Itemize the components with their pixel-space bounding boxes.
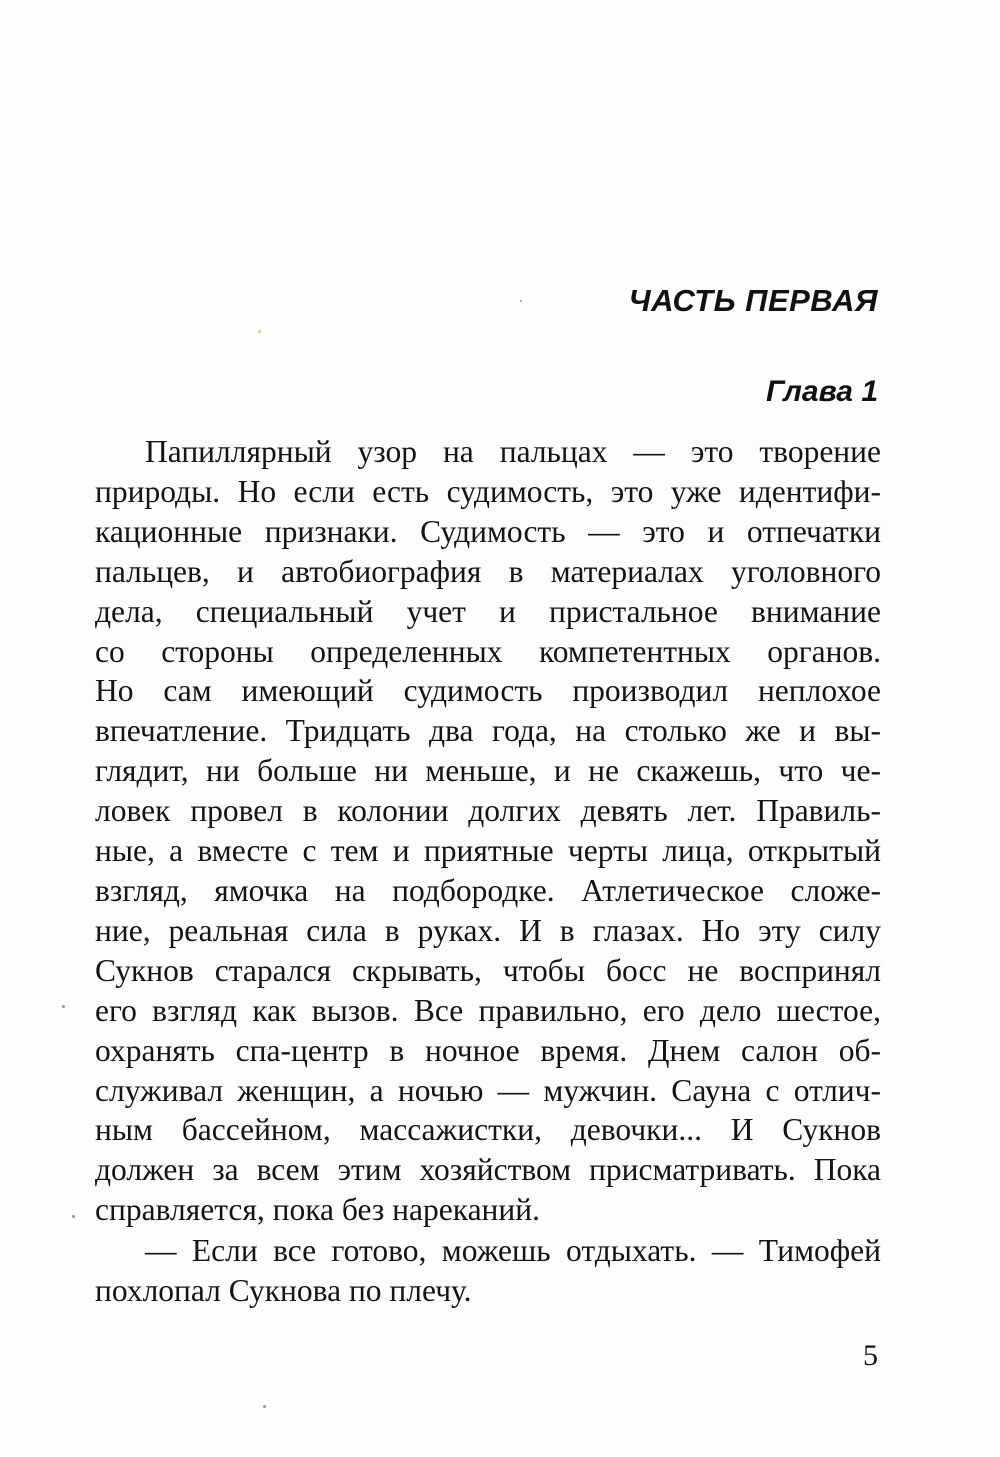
paragraph [95, 1231, 881, 1311]
part-title: ЧАСТЬ ПЕРВАЯ [628, 283, 878, 318]
print-speck [263, 1405, 266, 1408]
text-line: служивал женщин, а ночью — мужчин. Сауна с отлич- [95, 1072, 881, 1108]
text-line: ние, реальная сила в руках. И в глазах. Но эту силу [95, 912, 881, 948]
text-line: пальцев, и автобиография в материалах уголовного [95, 553, 881, 589]
text-line: Но сам имеющий судимость производил неплохое [95, 673, 881, 709]
text-line: — Если все готово, можешь отдыхать. — Тимофей [145, 1233, 881, 1268]
text-line: кационные признаки. Судимость — это и отпечатки [95, 513, 881, 549]
text-line: охранять спа-центр в ночное время. Днем салон об- [95, 1032, 881, 1068]
text-line: впечатление. Тридцать два года, на столько же и вы- [95, 713, 881, 749]
text-line: Папиллярный узор на пальцах — это творение [145, 434, 881, 469]
print-speck [62, 1005, 65, 1008]
text-line: справляется, пока без нареканий. [95, 1192, 540, 1228]
text-line: ные, а вместе с тем и приятные черты лица, открытый [95, 833, 881, 869]
text-line: природы. Но если есть судимость, это уже идентифи- [95, 473, 881, 509]
print-speck [72, 1215, 75, 1218]
text-line: взгляд, ямочка на подбородке. Атлетическое сложе- [95, 872, 881, 908]
text-line: ловек провел в колонии долгих девять лет. Правиль- [95, 793, 881, 829]
chapter-title: Глава 1 [765, 375, 878, 408]
text-line: со стороны определенных компетентных органов. [95, 633, 881, 669]
page-number: 5 [863, 1339, 878, 1372]
text-line: должен за всем этим хозяйством присматривать. Пока [95, 1152, 881, 1188]
print-speck [520, 300, 522, 302]
paragraph [95, 432, 881, 1230]
text-line: ным бассейном, массажистки, девочки... И Сукнов [95, 1112, 881, 1148]
text-line: похлопал Сукнова по плечу. [95, 1272, 472, 1308]
text-line: Сукнов старался скрывать, чтобы босс не воспринял [95, 952, 881, 988]
print-speck [258, 330, 261, 333]
text-line: дела, специальный учет и пристальное внимание [95, 593, 881, 629]
text-line: глядит, ни больше ни меньше, и не скажешь, что че- [95, 753, 881, 789]
text-line: его взгляд как вызов. Все правильно, его дело шестое, [95, 992, 881, 1028]
